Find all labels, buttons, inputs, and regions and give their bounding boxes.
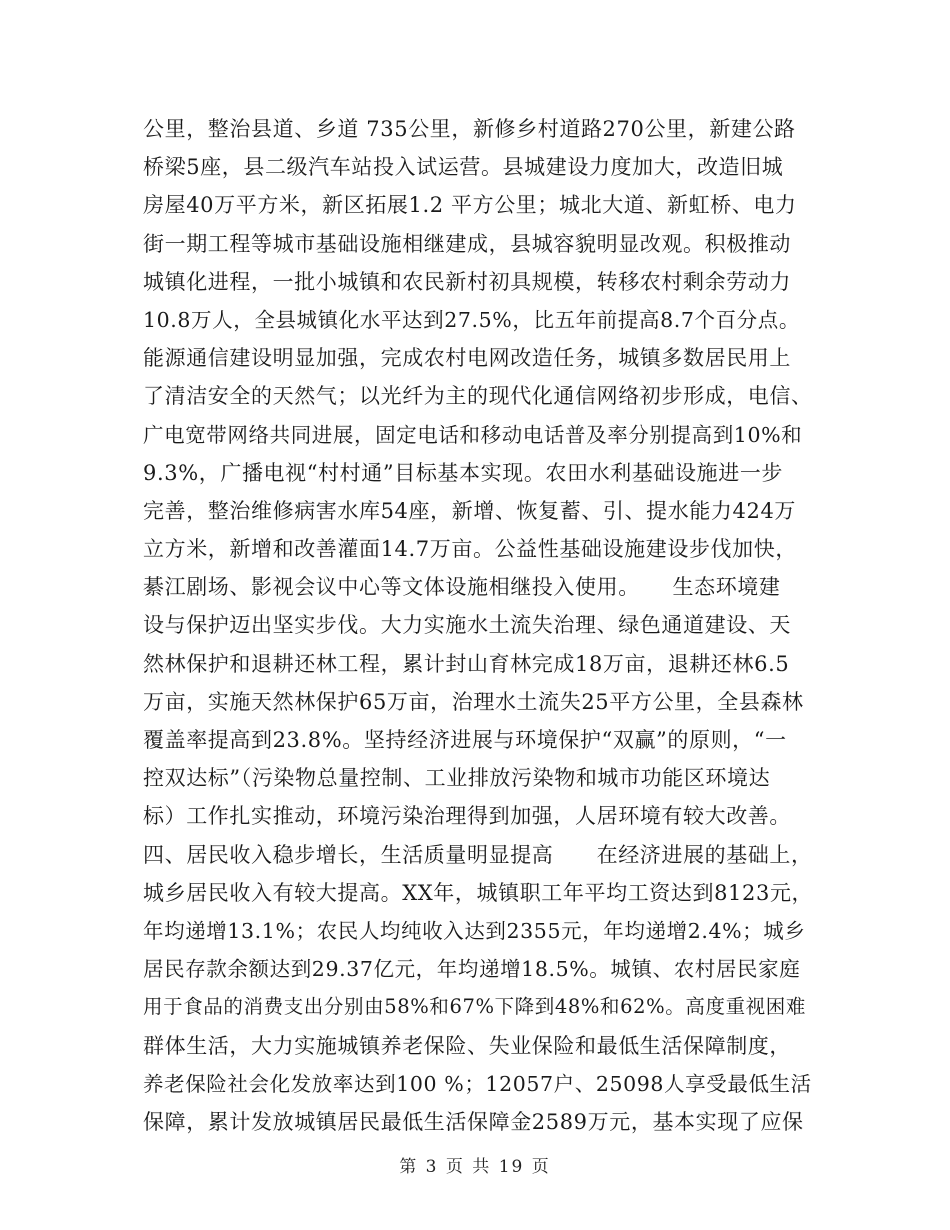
text-line: 房屋40万平方米，新区拓展1.2 平方公里；城北大道、新虹桥、电力 [143,193,797,218]
text-line: 年均递增13.1%；农民人均纯收入达到2355元，年均递增2.4%；城乡 [143,918,806,943]
text-line: 群体生活，大力实施城镇养老保险、失业保险和最低生活保障制度， [143,1033,791,1058]
text-line: 覆盖率提高到23.8%。坚持经济进展与环境保护“双赢”的原则，“一 [143,728,787,752]
text-line: 四、居民收入稳步增长，生活质量明显提高 在经济进展的基础上， [143,842,813,867]
text-line: 城镇化进程，一批小城镇和农民新村初具规模，转移农村剩余劳动力 [143,269,791,294]
text-line: 立方米，新增和改善灌面14.7万亩。公益性基础设施建设步伐加快， [143,537,797,562]
text-line: 10.8万人，全县城镇化水平达到27.5%，比五年前提高8.7个百分点。 [143,307,800,332]
text-line: 设与保护迈出坚实步伐。大力实施水土流失治理、绿色通道建设、天 [143,613,791,638]
text-line: 标）工作扎实推动，环境污染治理得到加强，人居环境有较大改善。 [143,804,791,829]
text-line: 广电宽带网络共同进展，固定电话和移动电话普及率分别提高到10%和 [143,422,803,447]
text-line: 能源通信建设明显加强，完成农村电网改造任务，城镇多数居民用上 [143,346,791,371]
text-line: 桥梁5座，县二级汽车站投入试运营。县城建设力度加大，改造旧城 [143,155,784,180]
text-line: 了清洁安全的天然气；以光纤为主的现代化通信网络初步形成，电信、 [143,384,813,409]
text-line: 9.3%，广播电视“村村通”目标基本实现。农田水利基础设施进一步 [143,460,784,485]
text-line: 养老保险社会化发放率达到100 %；12057户、25098人享受最低生活 [143,1071,812,1096]
text-line: 綦江剧场、影视会议中心等文体设施相继投入使用。 生态环境建 [143,575,781,600]
text-line: 控双达标”（污染物总量控制、工业排放污染物和城市功能区环境达 [143,766,771,791]
text-line: 居民存款余额达到29.37亿元，年均递增18.5%。城镇、农村居民家庭 [143,957,801,982]
text-line: 城乡居民收入有较大提高。XX年，城镇职工年平均工资达到8123元， [143,880,814,905]
text-line: 万亩，实施天然林保护65万亩，治理水土流失25平方公里，全县森林 [143,689,804,714]
text-line: 街一期工程等城市基础设施相继建成，县城容貌明显改观。积极推动 [143,231,791,256]
text-line: 然林保护和退耕还林工程，累计封山育林完成18万亩，退耕还林6.5 [143,651,790,676]
text-line: 保障，累计发放城镇居民最低生活保障金2589万元，基本实现了应保 [143,1109,804,1134]
text-line: 用于食品的消费支出分别由58%和67%下降到48%和62%。高度重视困难 [143,995,806,1019]
body-text [143,110,813,1141]
page-footer: 第 3 页 共 19 页 [399,1157,551,1177]
text-line: 公里，整治县道、乡道 735公里，新修乡村道路270公里，新建公路 [143,117,796,141]
text-line: 完善，整治维修病害水库54座，新增、恢复蓄、引、提水能力424万 [143,498,797,523]
